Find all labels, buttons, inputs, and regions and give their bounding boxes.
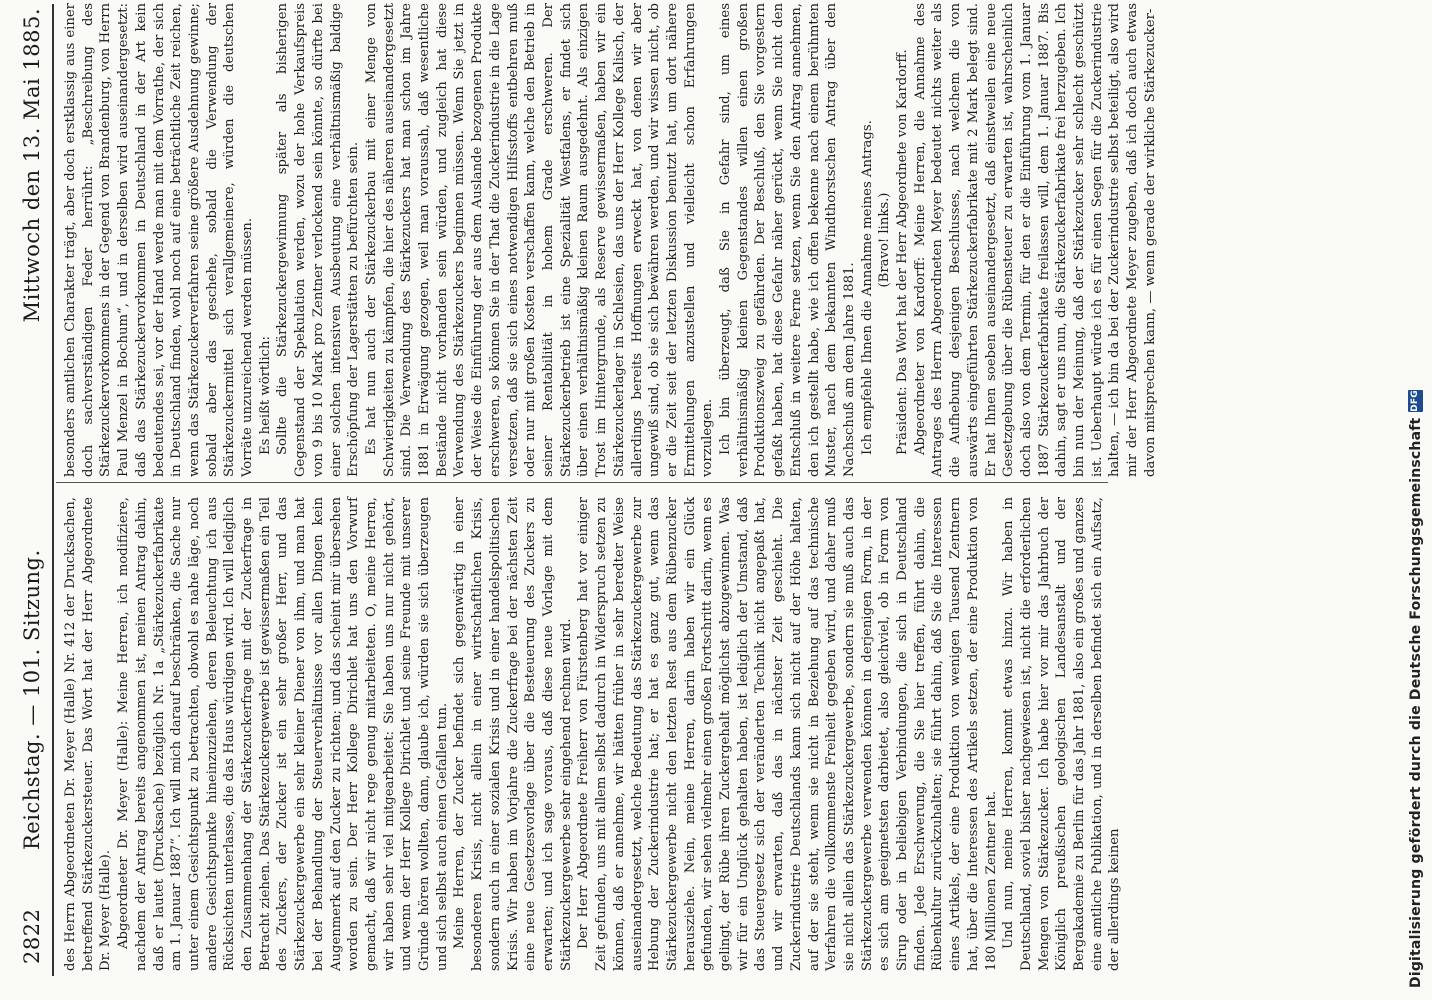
header-rule — [52, 4, 54, 976]
president-remark: Präsident: Das Wort hat der Herr Abgeordnete von Kardorff. — [895, 49, 911, 455]
right-column — [62, 3, 1158, 477]
applause-note: (Bravo! links.) — [877, 192, 893, 288]
paragraph: Ich empfehle Ihnen die Annahme meines Antrags. — [859, 120, 875, 455]
paragraph: Ich bin überzeugt, daß Sie in Gefahr sind, um eines verhältnismäßig kleinen Gegenstandes willen einen großen Produktionszweig zu gefährden. Der Beschluß, den Sie vorgestern gefaßt haben, hat diese Gefahr näher gerückt, wenn Sie nicht den Entschluß in weitere Ferne setzen, wenn Sie den Antrag annehmen, den ich gestellt habe, wie ich offen bekenne nach einem berühmten Muster, nach dem bekannten Windthorstschen Antrag über den Nachschuß am dem Jahre 1881. — [718, 3, 857, 477]
running-header — [14, 0, 54, 1000]
dfg-logo: DFG — [1408, 390, 1423, 412]
paragraph: Abgeordneter Dr. Meyer (Halle): Meine Herren, ich modifiziere, nachdem der Antrag bereits angenommen ist, meinen Antrag dahin, daß er lautet (Drucksache) bezüglich Nr. 1a „Stärkezuckerfabrikate am 1. Januar 1887“. Ich will mich darauf beschränken, die Sache nur unter einem Gesichtspunkt zu betrachten, obwohl es nahe läge, noch andere Gesichtspunkte hineinzuziehen, deren Beleuchtung ich aus Rücksichten unterlasse, die das Haus würdigen wird. Ich will lediglich den Zusammenhang der Stärkezuckerfrage mit der Zuckerfrage in Betracht ziehen. Das Stärkezuckergewerbe ist gewissermaßen ein Teil des Zuckers, der Zucker ist ein sehr großer Herr, und das Stärkezuckergewerbe ein sehr kleiner Diener von ihm, und man hat bei der Behandlung der Steuerverhältnisse vor allen Dingen kein Augenmerk auf den Zucker zu richten; und das scheint mir übersehen worden zu sein. Der Herr Kollege Dirichlet hat uns den Vorwurf gemacht, daß wir nicht rege genug mitarbeiteten. O, meine Herren, wir haben sehr viel mitgearbeitet: Sie haben uns nur nicht gehört, und wenn der Herr Kollege Dirichlet und seine Freunde mit unserer Gründe hören wollten, dann, glaube ich, würden sie sich überzeugen und sich selbst auch einen Gefallen tun. — [116, 497, 450, 971]
paragraph: Meine Herren, der Zucker befindet sich gegenwärtig in einer besonderen Krisis, nicht allein in einer wirtschaftlichen Krisis, sondern auch in einer sozialen Krisis und in einer handelspolitischen Krisis. Wir haben im Vorjahre die Zuckerfrage bei der nächsten Zeit eine neue Gesetzesvorlage über die Besteuerung des Zuckers zu erwarten; und ich sage voraus, daß diese neue Vorlage mit dem Stärkezuckergewerbe sehr eingehend rechnen wird. — [452, 497, 574, 971]
left-column — [62, 497, 1123, 971]
paragraph: Abgeordneter von Kardorff: Meine Herren, die Annahme des Antrages des Herrn Abgeordneten Meyer bedeutet nichts weiter als die Aufhebung desjenigen Beschlusses, nach welchem die von auswärts eingeführten Stärkezuckerfabrikate mit 2 Mark belegt sind. Er hat Ihnen soeben auseinandergesetzt, daß einstweilen eine neue Gesetzgebung über die Rübensteuer zu erwarten ist, wahrscheinlich doch also von dem Termin, für den er die Einführung vom 1. Januar 1887 Stärkezuckerfabrikate freilassen will, dem 1. Januar 1887. Bis dahin, sagt er uns nun, die Stärkezuckerfabrikate frei herzugeben. Ich bin nun der Meinung, daß der Stärkezucker sehr schlecht geschützt ist. Ueberhaupt würde ich es für einen Segen für die Zuckerindustrie halten, — ich bin da bei der Zuckerindustrie selbst beteiligt, also wird mir der Herr Abgeordnete Meyer zugeben, daß ich doch auch etwas davon mitsprechen kann, — wenn gerade der wirkliche Stärkezucker- — [912, 3, 1158, 477]
column-divider — [56, 482, 1108, 483]
quoted-paragraph: Sollte die Stärkezuckergewinnung später als bisherigen Gegenstand der Spekulation werden, wozu der hohe Verkaufspreis von 9 bis 10 Mark pro Zentner verlockend sein könnte, so dürfte bei einer solchen intensiven Ausbeutung eine verhältnismäßig baldige Erschöpfung der Lagerstätten zu befürchten sein. — [275, 3, 362, 477]
paragraph: Und nun, meine Herren, kommt etwas hinzu. Wir haben in Deutschland, soviel bisher nachgewiesen ist, nicht die erforderlichen Mengen von Stärkezucker. Ich habe hier vor mir das Jahrbuch der Königlich preußischen geologischen Landesanstalt und der Bergakademie zu Berlin für das Jahr 1881, also ein großes und ganzes eine amtliche Publikation, und in derselben befindet sich ein Aufsatz, der allerdings keinen — [1001, 497, 1123, 971]
paragraph: besonders amtlichen Charakter trägt, aber doch erstklassig aus einer doch sachverständigen Feder herrührt: „Beschreibung des Stärkezuckervorkommens in der Gegend von Brandenburg, von Herrn Paul Menzel in Bochum“, und in derselben wird auseinandergesetzt: daß das Stärkezuckervorkommen in Deutschland in der Art kein bedeutendes sei, vor der Hand werde man mit dem Vorrathe, der sich in Deutschland finden, wohl noch auf eine beträchtliche Zeit reichen, wenn das Stärkezuckerverfahren seine größere Ausdehnung gewinne; sobald aber das geschehe, sobald die Verwendung der Stärkezuckermittel sich verallgemeinere, würden die deutschen Vorräte unzureichend werden müssen. — [63, 3, 256, 477]
session-title: Reichstag. — 101. Sitzung. — [20, 549, 44, 850]
paragraph: Der Herr Abgeordnete Freiherr von Fürstenberg hat vor einiger Zeit gefunden, uns mit allem selbst dadurch in Widerspruch setzen zu können, daß er annehme, wir hätten früher in sehr beredter Weise auseinandergesetzt, welche Bedeutung das Stärkezuckergewerbe zur Hebung der Zuckerindustrie hat; er hat es ganz gut, wenn das Stärkezuckergewerbe nicht den letzten Rest aus dem Rübenzucker herausziehe. Nein, meine Herren, darin haben wir ein Glück gefunden, wir sehen vielmehr einen großen Fortschritt darin, wenn es gelingt, der Rübe ihren Zuckergehalt möglichst abzugewinnen. Was wir für ein Unglück gehalten haben, ist lediglich der Umstand, daß das Steuergesetz sich der veränderten Technik nicht angepaßt hat, und wir erwarten, daß das in nächster Zeit geschieht. Die Zuckerindustrie Deutschlands kann sich nicht auf der Höhe halten, auf der sie steht, wenn sie nicht in Beziehung auf das technische Verfahren die vollkommenste Freiheit gegeben wird, und daher muß sie nicht allein das Stärkezuckergewerbe, sondern sie muß auch das Stärkezuckergewerbe verwenden können in derjenigen Form, in der es sich am geeignetsten darbietet, also gleichviel, ob in Form von Sirup oder in beliebigen Verbindungen, die sich in Deutschland finden. Jede Erschwerung, die Sie hier treffen, führt dahin, die Rübenkultur zurückzuhalten; sie führt dahin, daß Sie die Interessen eines Artikels, der eine Produktion von wenigen Tausend Zentnern hat, über die Interessen des Artikels setzen, der eine Produktion von 180 Millionen Zentner hat. — [576, 497, 999, 971]
credit-text: Digitalisierung gefördert durch die Deutsche Forschungsgemeinschaft — [1408, 417, 1424, 988]
paragraph: Es heißt wörtlich: — [257, 336, 273, 455]
paragraph: Es hat nun auch der Stärkezuckerbau mit einer Menge von Schwierigkeiten zu kämpfen, die hier des näheren auseinandergesetzt sind. Die Verwendung des Stärkezuckers hat man schon im Jahre 1881 in Erwägung gezogen, weil man voraussah, daß wesentliche Bestände nicht vorhanden sein würden, und zugleich hat diese Verwendung des Stärkezuckers beginnen müssen. Wenn Sie jetzt in der Weise die Einführung der aus dem Auslande bezogenen Produkte erschweren, so können Sie in der That die Zuckerindustrie in die Lage versetzen, daß sie sich eines notwendigen Hilfsstoffs entbehren muß oder nur mit großen Kosten verschaffen kann, welche den Betrieb in seiner Rentabilität in hohem Grade erschweren. Der Stärkezuckerbetrieb ist eine Spezialität Westfalens, er findet sich über einen verhältnismäßig kleinen Raum ausgedehnt. Als einzigen Trost im Hintergrunde, als Reserve gewissermaßen, haben wir ein Stärkezuckerlager in Schlesien, das uns der Herr Kollege Kalisch, der allerdings bereits Hoffnungen erweckt hat, von denen wir aber ungewiß sind, ob sie sich bewähren werden, und wir wissen nicht, ob er die Zeit seit der letzten Diskussion benutzt hat, um dort nähere Ermittelungen anzustellen und vielleicht schon Erfahrungen vorzulegen. — [363, 3, 716, 477]
session-date: Mittwoch den 13. Mai 1885. — [20, 8, 44, 323]
page-number: 2822 — [20, 908, 44, 964]
digitization-credit — [1404, 0, 1430, 1000]
paragraph: des Herrn Abgeordneten Dr. Meyer (Halle) Nr. 412 der Drucksachen, betreffend Stärkezuckersteuer. Das Wort hat der Herr Abgeordnete Dr. Meyer (Halle). — [63, 497, 114, 971]
